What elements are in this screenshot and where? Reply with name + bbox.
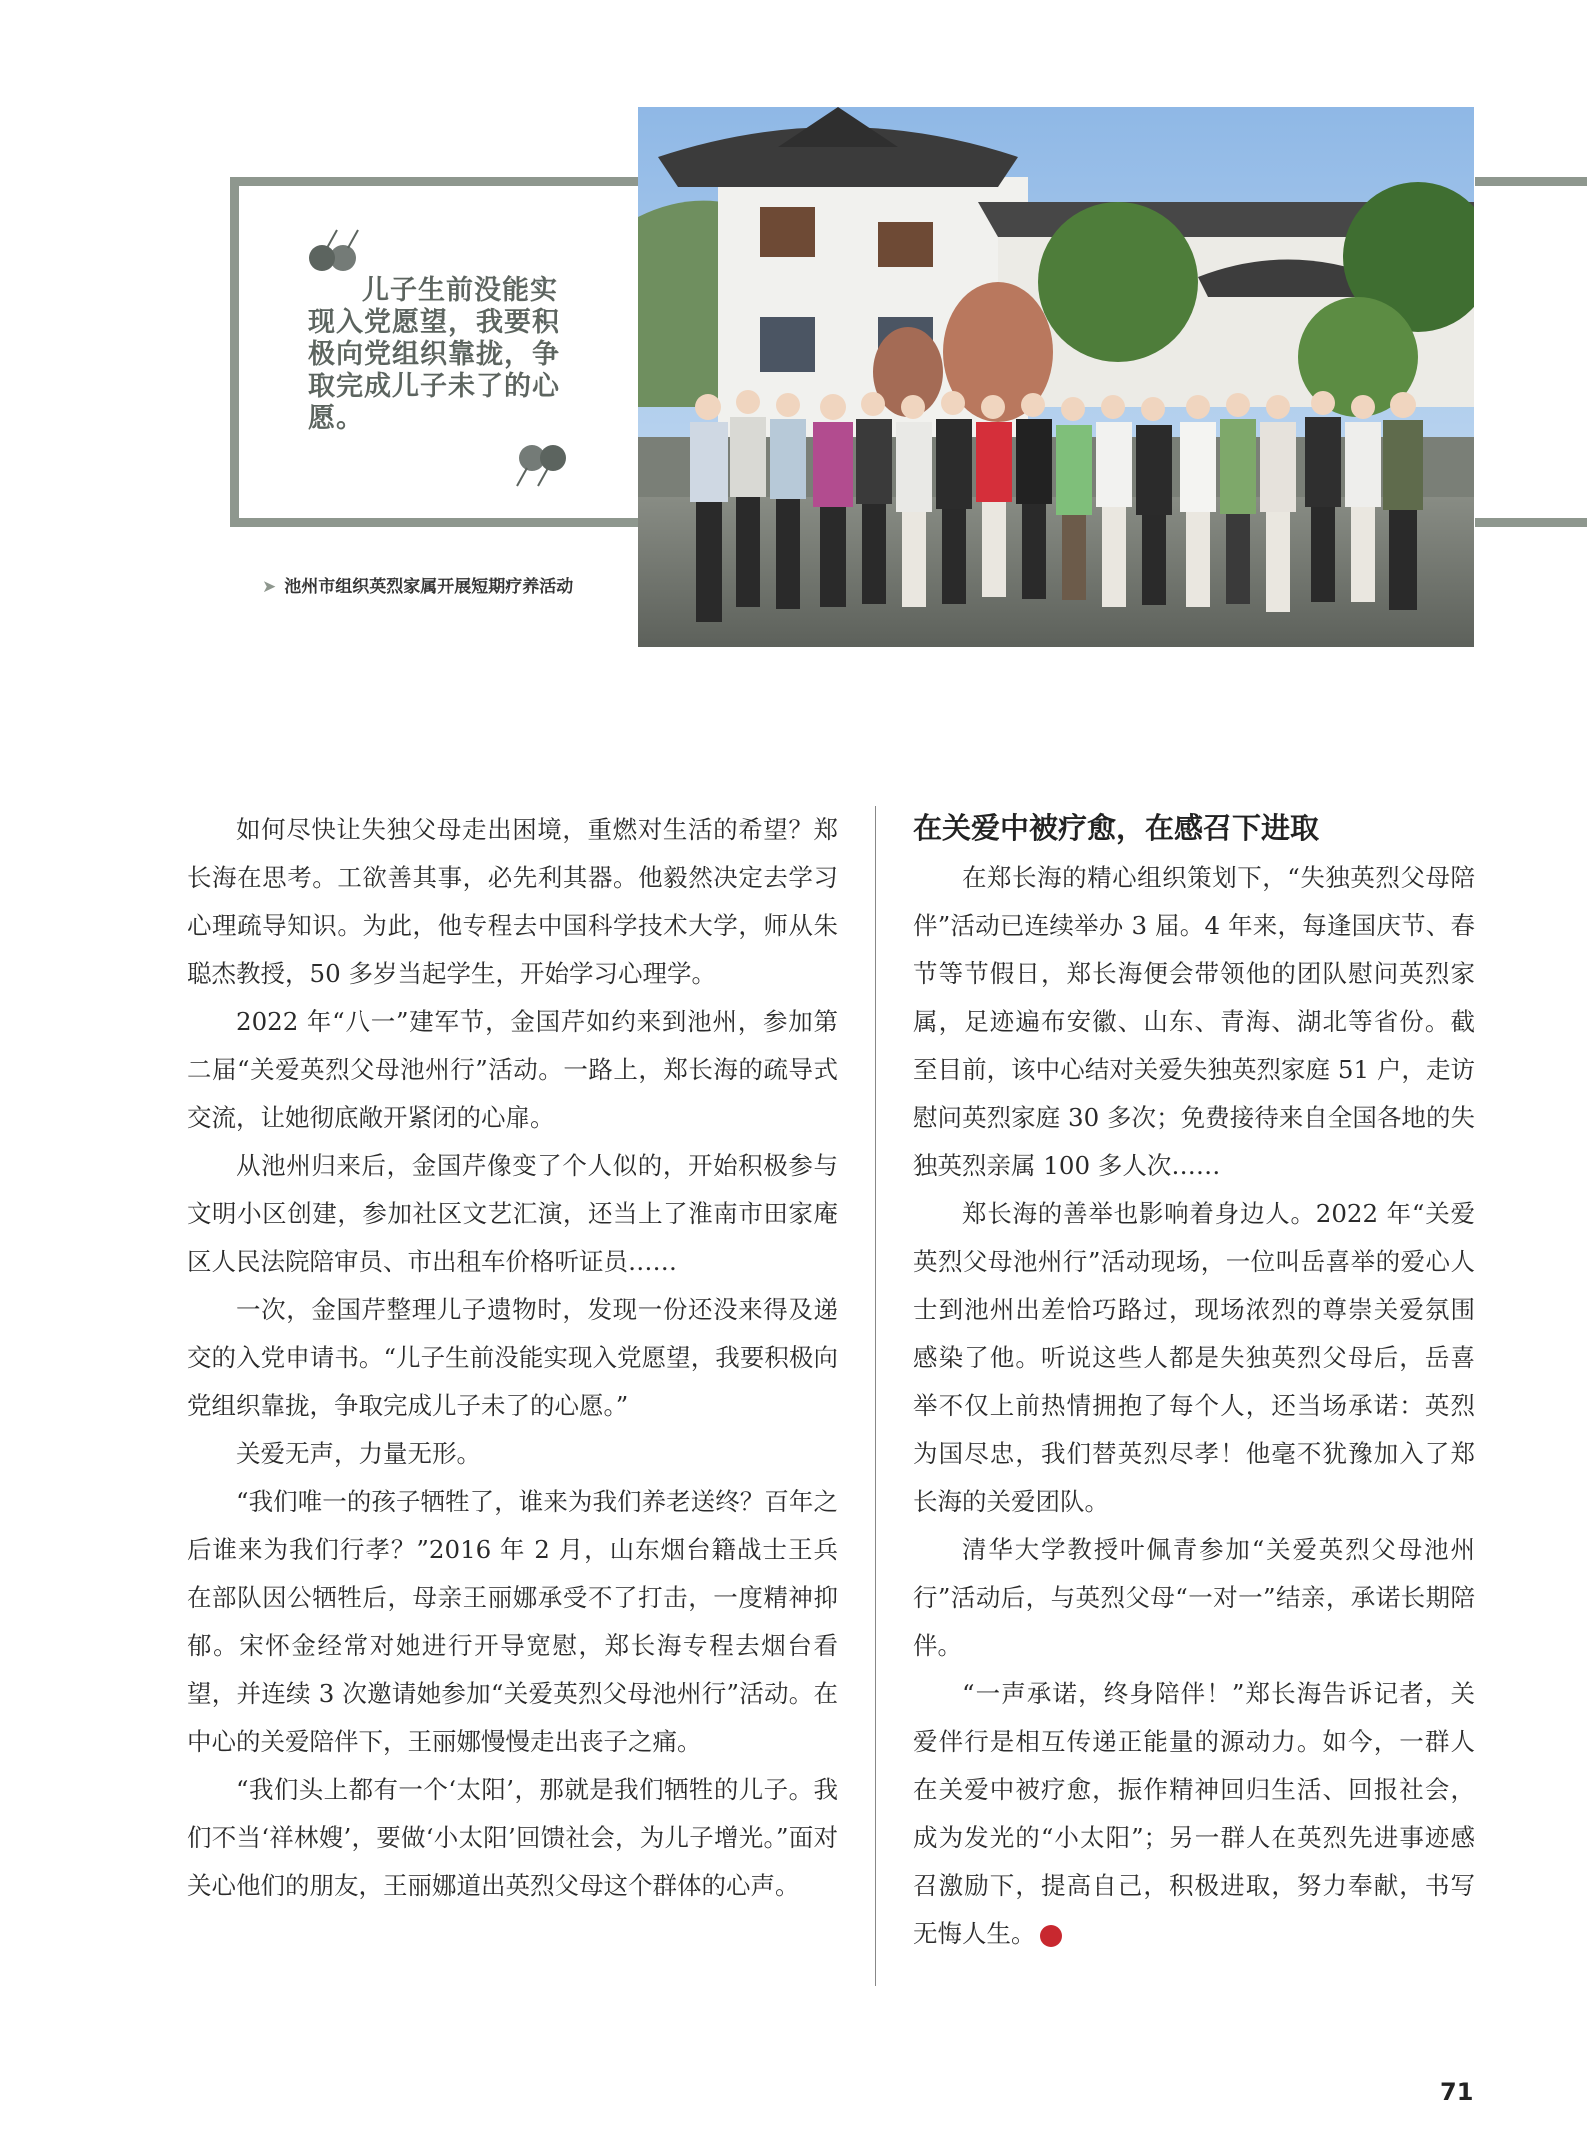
- paragraph: 一次，金国芹整理儿子遗物时，发现一份还没来得及递交的入党申请书。“儿子生前没能实现入党愿望，我要积极向党组织靠拢，争取完成儿子未了的心愿。”: [187, 1295, 838, 1420]
- paragraph-last: [913, 1670, 1475, 1958]
- end-mark-icon: N: [1040, 1925, 1062, 1947]
- paragraph: 关爱无声，力量无形。: [236, 1439, 481, 1468]
- left-column: [187, 806, 838, 1910]
- column-divider: [875, 806, 876, 1986]
- right-column: [913, 806, 1475, 1958]
- caption-arrow-icon: ➤: [262, 577, 277, 597]
- close-quote-icon: [510, 438, 570, 488]
- paragraph: 从池州归来后，金国芹像变了个人似的，开始积极参与文明小区创建，参加社区文艺汇演，还当上了淮南市田家庵区人民法院陪审员、市出租车价格听证员……: [187, 1151, 838, 1276]
- paragraph: 如何尽快让失独父母走出困境，重燃对生活的希望？郑长海在思考。工欲善其事，必先利其器。他毅然决定去学习心理疏导知识。为此，他专程去中国科学技术大学，师从朱聪杰教授，50 多岁当起学生，开始学习心理学。: [187, 815, 838, 988]
- paragraph: “我们唯一的孩子牺牲了，谁来为我们养老送终？百年之后谁来为我们行孝？”2016 年 2 月，山东烟台籍战士王兵在部队因公牺牲后，母亲王丽娜承受不了打击，一度精神抑郁。宋怀金经常对她进行开导宽慰，郑长海专程去烟台看望，并连续 3 次邀请她参加“关爱英烈父母池州行”活动。在中心的关爱陪伴下，王丽娜慢慢走出丧子之痛。: [187, 1487, 838, 1756]
- paragraph-text: “一声承诺，终身陪伴！”郑长海告诉记者，关爱伴行是相互传递正能量的源动力。如今，一群人在关爱中被疗愈，振作精神回归生活、回报社会，成为发光的“小太阳”；另一群人在英烈先进事迹感召激励下，提高自己，积极进取，努力奉献，书写无悔人生。: [913, 1679, 1475, 1948]
- group-photo: [638, 107, 1474, 647]
- photo-caption-text: 池州市组织英烈家属开展短期疗养活动: [284, 577, 574, 597]
- page-number: 71: [1440, 2078, 1474, 2106]
- paragraph: 2022 年“八一”建军节，金国芹如约来到池州，参加第二届“关爱英烈父母池州行”活动。一路上，郑长海的疏导式交流，让她彻底敞开紧闭的心扉。: [187, 1007, 838, 1132]
- paragraph: 清华大学教授叶佩青参加“关爱英烈父母池州行”活动后，与英烈父母“一对一”结亲，承诺长期陪伴。: [913, 1535, 1475, 1660]
- paragraph: “我们头上都有一个‘太阳’，那就是我们牺牲的儿子。我们不当‘祥林嫂’，要做‘小太阳’回馈社会，为儿子增光。”面对关心他们的朋友，王丽娜道出英烈父母这个群体的心声。: [187, 1775, 838, 1900]
- paragraph: 郑长海的善举也影响着身边人。2022 年“关爱英烈父母池州行”活动现场，一位叫岳喜举的爱心人士到池州出差恰巧路过，现场浓烈的尊崇关爱氛围感染了他。听说这些人都是失独英烈父母后，岳喜举不仅上前热情拥抱了每个人，还当场承诺：英烈为国尽忠，我们替英烈尽孝！他毫不犹豫加入了郑长海的关爱团队。: [913, 1199, 1475, 1516]
- pull-quote-text: 儿子生前没能实现入党愿望，我要积极向党组织靠拢，争取完成儿子未了的心愿。: [308, 275, 560, 434]
- frame-line-bottom-right: [1475, 518, 1587, 527]
- section-heading: 在关爱中被疗愈，在感召下进取: [913, 811, 1320, 845]
- frame-line-top-right: [1475, 177, 1587, 186]
- photo-caption: [262, 572, 622, 597]
- paragraph: 在郑长海的精心组织策划下，“失独英烈父母陪伴”活动已连续举办 3 届。4 年来，每逢国庆节、春节等节假日，郑长海便会带领他的团队慰问英烈家属，足迹遍布安徽、山东、青海、湖北等省份。截至目前，该中心结对关爱失独英烈家庭 51 户，走访慰问英烈家庭 30 多次；免费接待来自全国各地的失独英烈亲属 100 多人次……: [913, 863, 1475, 1180]
- open-quote-icon: [305, 228, 365, 278]
